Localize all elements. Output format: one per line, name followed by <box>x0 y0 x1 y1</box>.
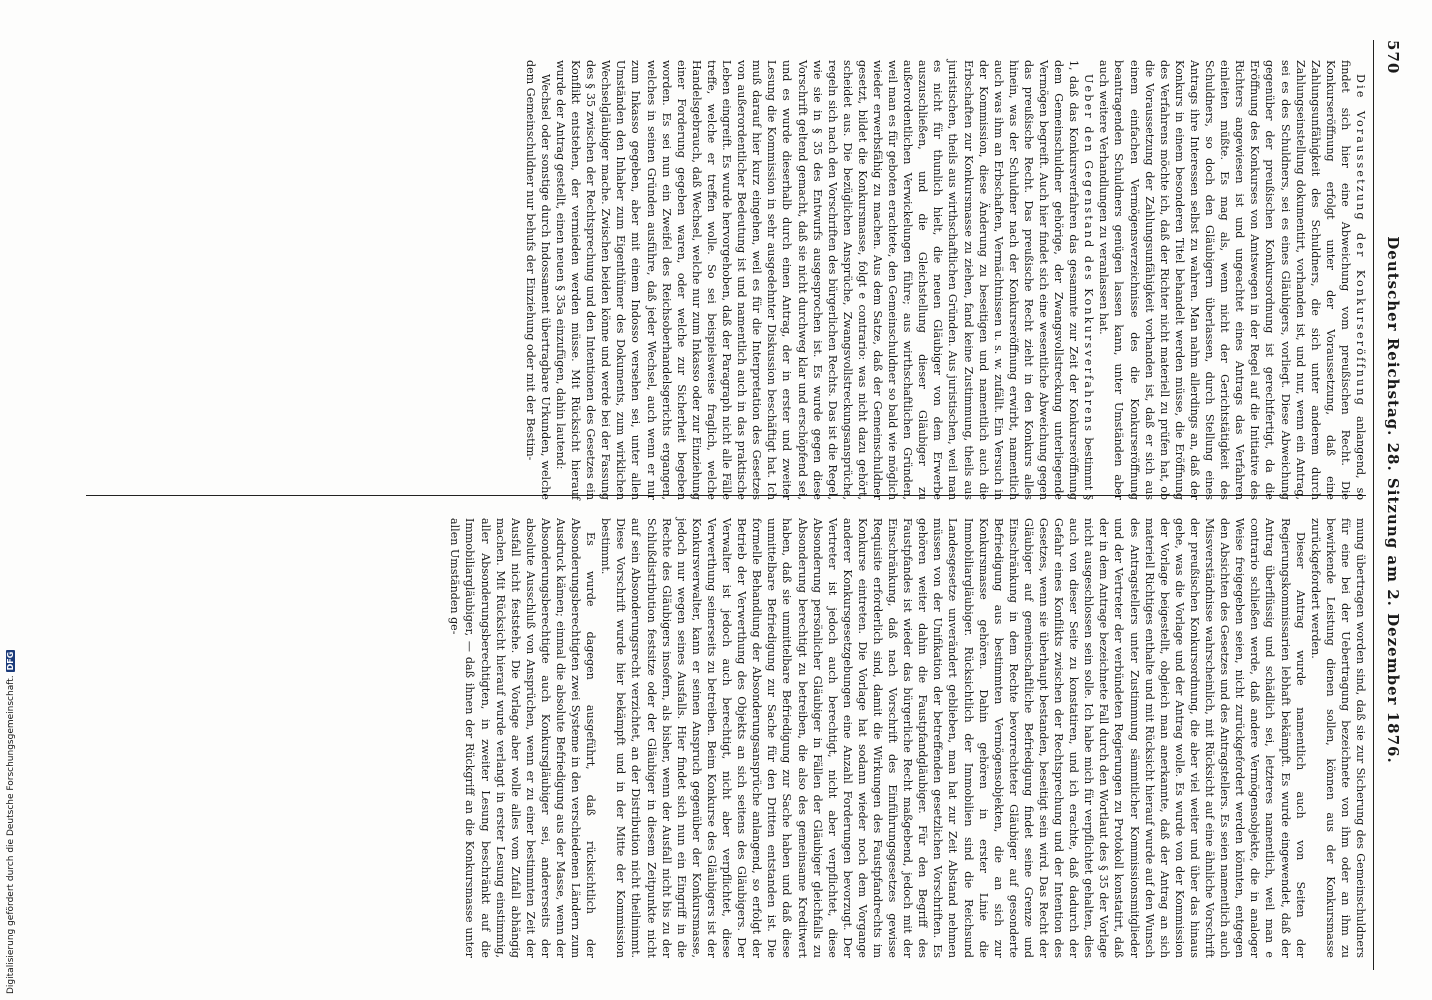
credit-text: Digitalisierung gefördert durch die Deutsche Forschungsgemeinschaft. <box>6 675 16 994</box>
paragraph-text: mung übertragen worden sind, daß sie zur Sicherung des Gemeinschuldners für eine bei der Uebertragung bezeichnete von ihm oder an ihm zu bewirkende Leistung dienen sollen, können aus der Konkursmasse zurückgefordert werden. <box>1308 518 1367 958</box>
paragraph-text: Dieser Antrag wurde namentlich auch von Seiten der Regierungskommissarien lebhaft bekämpft. Es wurde eingewendet, daß der Antrag überflüssig und schädlich sei, letzteres namentlich, weil man e contrario schließen werde, daß andere Vermögensobjekte, die in analoger Weise freigegeben seien, nicht zurückgefordert werden könnten, entgegen den Absichten des Gesetzes und des Antragstellers. Es seien namentlich auch Missverständnisse wahrscheinlich, mit Rücksicht auf eine ähnliche Vorschrift der preußischen Konkursordnung, die aber viel weiter und über das hinaus gehe, was die Vorlage und der Antrag wolle. Es wurde von der Kommission der Vorlage beigestellt, obgleich man anerkannte, daß der Antrag an sich materiell Richtiges enthalte und mit Rücksicht hierauf wurde auf den Wunsch des Antragstellers unter Zustimmung sämmtlicher Kommissionsmitglieder und der Vertreter der verbündeten Regierungen zu Protokoll konstatirt, daß der in dem Antrage bezeichnete Fall durch den Wortlaut des § 35 der Vorlage nicht ausgeschlossen sein solle. Ich habe mich für verpflichtet gehalten, dies auch von dieser Seite zu konstatiren, und ich erachte, daß dadurch der Gefahr eines Konflikts zwischen der Rechtsprechung und der Intention des Gesetzes, wenn sie überhaupt bestanden, beseitigt sein wird. Das Recht der Gläubiger auf gemeinschaftliche Befriedigung findet seine Grenze und Einschränkung in dem Rechte bevorrechteter Gläubiger auf gesonderte Befriedigung aus bestimmten Vermögensobjekten, die an sich zur Konkursmasse gehören. Dahin gehören in erster Linie die Immobiliargläubiger. Rücksichtlich der Immobilien sind die Reichsund Landesgesetze unverändert geblieben, man hat zur Zeit Abstand nehmen müssen von der Unifikation der betreffenden gesetzlichen Vorschriften. Es gehören weiter dahin die Faustpfandgläubiger. Für den Begriff des Faustpfandes ist wieder das bürgerliche Recht maßgebend, jedoch mit der Einschränkung, daß nach Vorschrift des Einführungsgesetzes gewisse Requisite erforderlich sind, damit die Wirkungen des Faustpfandrechts im Konkurse eintreten. Die Vorlage hat sodann wieder noch dem Vorgange anderer Konkursgesetzgebungen eine Anzahl Forderungen bevorzugt. Der Vertreter ist jedoch auch berechtigt, nicht aber verpflichtet, diese Absonderung persönlicher Gläubiger in Fällen der Gläubiger gleichfalls zu Absonderung berechtigt zu betreiben, die also des gemeinsame Kreditwert haben, daß sie unmittelbare Befriedigung zur Sache haben und daß diese unmittelbare Befriedigung zur Sache für den Dritten entstanden ist. Die formelle Behandlung der Absonderungsansprüche anlangend, so erfolgt der Betrieb der Verwerthung des Objekts an sich seitens des Gläubigers. Der Verwalter ist jedoch auch berechtigt, nicht aber verpflichtet, diese Verwerthung seinerseits zu betreiben. Beim Konkurse des Gläubigers ist der Konkursverwalter, kann er seinen Anspruch gegenüber der Konkursmasse, jedoch nur wegen seines Ausfalls. Hier findet sich nun ein Eingriff in die Rechte des Gläubigers insofern, als bisher, wenn der Ausfall nicht bis zu der Schlußdistribution festsitze oder der Gläubiger in diesem Zeitpunkte nicht auf sein Absonderungsrecht verzichtet, an der Distribution nicht theilnimmt. Diese Vorschrift wurde hier bekämpft und in der Mitte der Kommission bestimmt. <box>599 518 1307 958</box>
page-header <box>1378 40 1402 960</box>
paragraph-text: Es wurde dagegen ausgeführt, daß rücksichtlich der Absonderungsberechtigten zwei Systeme in den verschiedenen Ländern zum Ausdruck kämen; einmal die absolute Befriedigung aus der Masse, wenn der Absonderungsberechtigte auch Konkursgläubiger sei, andererseits der absolute Ausschluß von Ansprüchen, wenn er zu einer bestimmten Zeit der Ausfall nicht feststehe. Die Vorlage aber wolle alles vom Zufall abhängig machen. Mit Rücksicht hierauf wurde verlangt in erster Lesung einstimmig, aller Absonderungsberechtigten, in zweiter Lesung beschränkt auf die Immobiliargläubiger, — daß ihnen der Rückgriff an die Konkursmasse unter allen Umständen ge- <box>448 518 598 958</box>
page-header-title: Deutscher Reichstag. 28. Sitzung am 2. Dezember 1876. <box>1384 236 1402 764</box>
paragraph <box>523 60 553 500</box>
right-column <box>447 518 1368 958</box>
left-column <box>523 60 1368 500</box>
paragraph <box>1308 518 1368 958</box>
page-number: 570 <box>1384 40 1402 75</box>
header-rule <box>1373 40 1374 970</box>
paragraph <box>447 518 598 958</box>
paragraph-lead: Ueber den Gegenstand des Konkursverfahrens <box>1082 74 1096 434</box>
paragraph <box>1096 60 1368 500</box>
paragraph-lead: Die Voraussetzung der Konkurseröffnung <box>1354 74 1367 408</box>
paragraph-text: anlangend, so findet sich hier eine Abweichung vom preußischen Recht. Die Konkurseröffnung erfolgt unter der Voraussetzung, daß eine Zahlungsunfähigkeit des Schuldners, die sich unter anderem durch Zahlungseinstellung dokumentirt, vorhanden ist, und nur, wenn ein Antrag, sei es des Schuldners, sei es eines Gläubigers, vorliegt. Diese Abweichung gegenüber der preußischen Konkursordnung ist gerechtfertigt, da die Eröffnung des Konkurses von Amtswegen in der Regel auf die Initiative des Richters angewiesen ist und ungeachtet eines Antrags das Verfahren einleiten müßte. Es mag als, wenn nicht der Gerichtstätigkeit des Schuldners, so doch den Gläubigern überlassen, durch Stellung eines Antrags ihre Interessen selbst zu wahren. Man nahm allerdings an, daß der Konkurs in einem besonderen Titel behandelt werden müsse, die Eröffnung des Verfahrens möchte ich, daß der Richter nicht materiell zu prüfen hat, ob die Voraussetzung der Zahlungsunfähigkeit vorhanden ist, daß er sich aus einem einfachen Vermögensverzeichnisse des die Konkurseröffnung beantragenden Schuldners genügen lassen kann, unter Umständen aber auch weitere Verhandlungen zu veranlassen hat. <box>1097 60 1367 501</box>
dfg-logo: DFG <box>6 651 15 671</box>
digitization-credit <box>6 0 16 994</box>
paragraph <box>553 60 1096 500</box>
paragraph-text: bestimmt § 1, daß das Konkursverfahren das gesammte zur Zeit der Konkurseröffnung dem Gemeinschuldner gehörige, der Zwangsvollstreckung unterliegende Vermögen begreift. Auch hier findet sich eine wesentliche Abweichung gegen das preußische Recht. Das preußische Recht zieht in den Konkurs alles hinein, was der Schuldner nach der Konkurseröffnung erwirbt, namentlich auch was ihm an Erbschaften, Vermächtnissen u. s. w. zufällt. Ein Versuch in der Kommission, diese Änderung zu beseitigen und namentlich auch die Erbschaften zur Konkursmasse zu ziehen, fand keine Zustimmung, theils aus juristischen, theils aus wirthschaftlichen Gründen. Aus juristischen, weil man es nicht für thunlich hielt, die neuen Gläubiger von dem Erwerbe auszuschließen, und die Gleichstellung dieser Gläubiger zu außerordentlichen Verwickelungen führe; aus wirthschaftlichen Gründen, weil man es für geboten erachtete, den Gemeinschuldner so bald wie möglich wieder erwerbsfähig zu machen. Aus dem Satze, daß der Gemeinschuldner gesetzt, bildet die Konkursmasse, folgt e contrario: was nicht dazu gehört, scheidet aus. Die bezüglichen Ansprüche, Zwangsvollstreckungsansprüche, regeln sich nach den Vorschriften des bürgerlichen Rechts. Das ist die Regel, wie sie in § 35 des Entwurfs ausgesprochen ist. Es wurde gegen diese Vorschrift geltend gemacht, daß sie nicht durchweg klar und erschöpfend sei, und es wurde dieserhalb durch einen Antrag, der in erster und zweiter Lesung die Kommission in sehr ausgedehnter Diskussion beschäftigt hat. Ich muß darauf hier kurz eingehen, weil es für die Interpretation des Gesetzes von außerordentlicher Bedeutung ist und namentlich auch in das praktische Leben eingreift. Es wurde hervorgehoben, daß der Paragraph nicht alle Fälle treffe, welche er treffen wolle. So sei beispielsweise fraglich, welche Handelsgebrauch, daß Wechsel, welche nur zum Inkasso oder zur Einziehung einer Forderung gegeben waren, oder welche zur Sicherheit begeben worden. Es sei nun ein Zweifel des Reichsoberhandelsgerichts ergangen, welches in seinen Gründen ausführe, daß jeder Wechsel, auch wenn er nur zum Inkasso gegeben, aber mit einem Indosso versehen sei, unter allen Umständen den Inhaber zum Eigenthümer des Dokuments, zum wirklichen Wechselgläubiger mache. Zwischen beiden könne und werde bei der Fassung des § 35 zwischen der Rechtsprechung und den Intentionen des Gesetzes ein Konflikt entstehen, der vermieden werden müsse. Mit Rücksicht hierauf wurde der Antrag gestellt, einen neuen § 35a einzufügen, dahin lautend: <box>554 60 1096 501</box>
paragraph-text: Wechsel oder sonstige durch Indossament übertragbare Urkunden, welche dem Gemeinschuldner nur behufs der Einziehung oder mit der Bestim- <box>523 60 552 500</box>
paragraph <box>598 518 1307 958</box>
